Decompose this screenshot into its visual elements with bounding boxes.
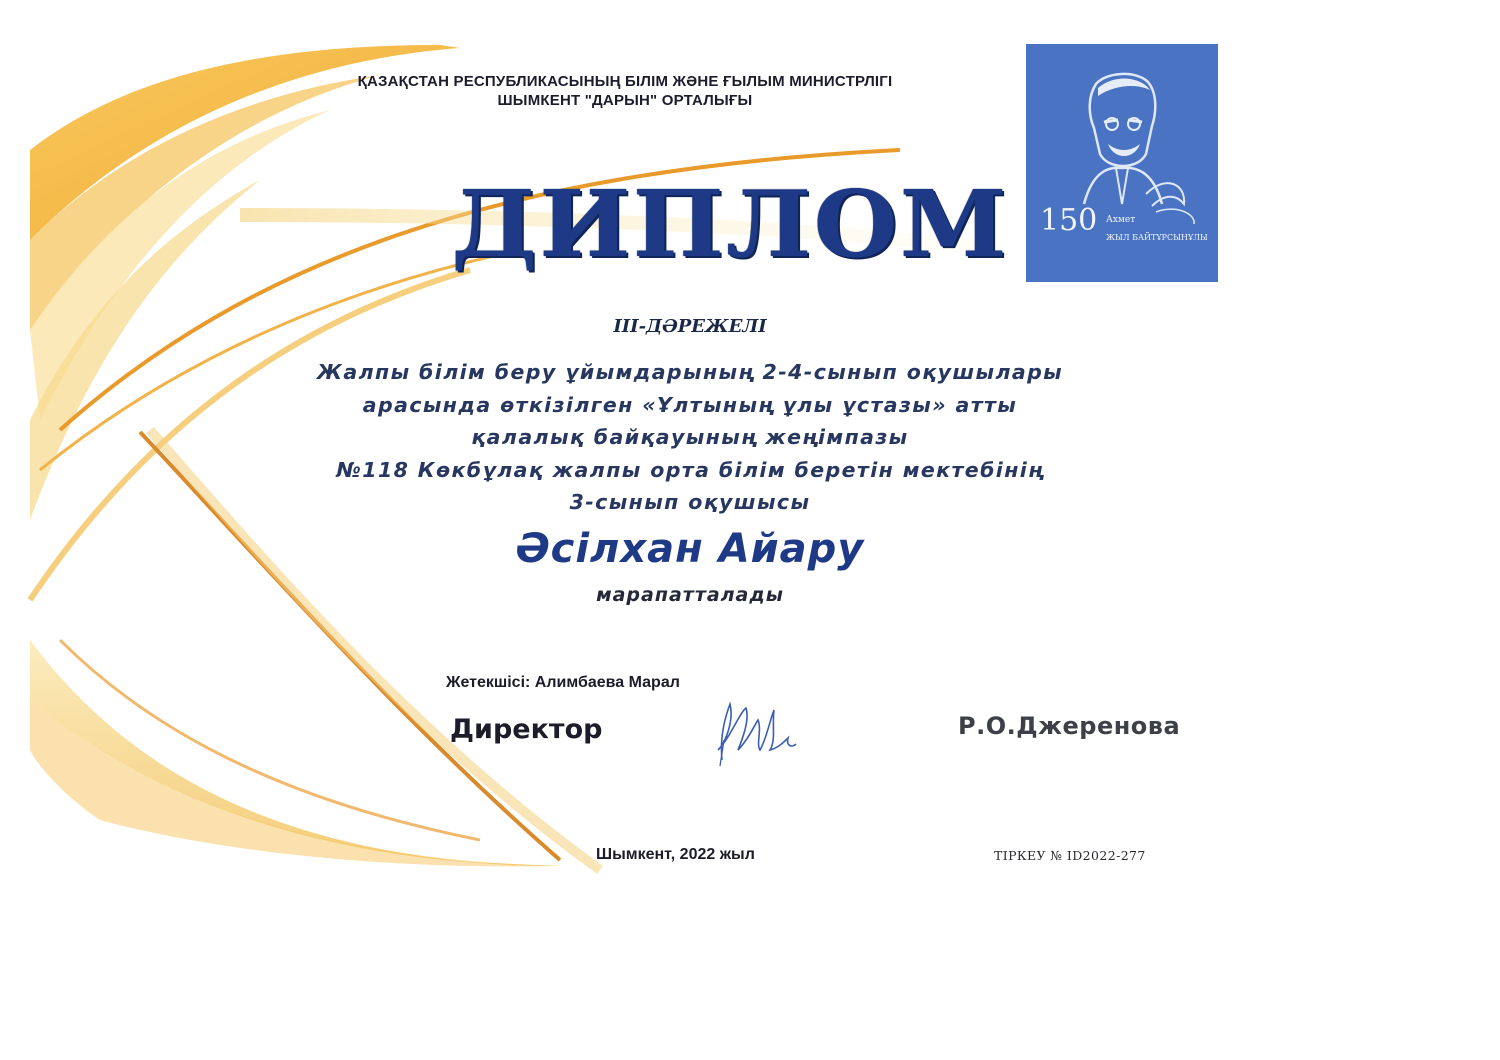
emblem-caption-1: Ахмет (1106, 215, 1136, 225)
recipient-name: Әсілхан Айару (515, 526, 865, 572)
portrait-emblem-icon (1026, 44, 1218, 282)
emblem-number: 150 (1040, 203, 1098, 238)
director-label: Директор (450, 714, 603, 745)
city-year: Шымкент, 2022 жыл (596, 846, 755, 863)
description-line: 3-сынып оқушысы (569, 490, 811, 514)
description-line: арасында өткізілген «Ұлтының ұлы ұстазы» атты (362, 392, 1018, 417)
director-signature (700, 690, 810, 770)
anniversary-emblem (1026, 44, 1218, 282)
ministry-line-2: ШЫМКЕНТ "ДАРЫН" ОРТАЛЫҒЫ (497, 92, 753, 109)
diploma-title: ДИПЛОМ (451, 170, 1009, 278)
ministry-line-1: ҚАЗАҚСТАН РЕСПУБЛИКАСЫНЫҢ БІЛІМ ЖӘНЕ ҒЫЛЫМ МИНИСТРЛІГІ (357, 73, 893, 90)
description-line: қалалық байқауының жеңімпазы (471, 425, 909, 449)
emblem-caption-2: ЖЫЛ БАЙТҰРСЫНҰЛЫ (1106, 233, 1208, 242)
description-line: Жалпы білім беру ұйымдарының 2-4-сынып оқушылары (316, 360, 1064, 384)
ministry-header (270, 72, 980, 110)
description-line: №118 Көкбұлақ жалпы орта білім беретін мектебінің (336, 457, 1044, 482)
degree-label: ІІІ-ДӘРЕЖЕЛІ (613, 316, 767, 337)
awarded-text: марапатталады (596, 584, 784, 606)
director-name: Р.О.Джеренова (958, 712, 1181, 740)
supervisor-line: Жетекшісі: Алимбаева Марал (446, 674, 680, 691)
award-description (270, 356, 1110, 519)
registration-number: ТІРКЕУ № ID2022-277 (994, 848, 1146, 863)
